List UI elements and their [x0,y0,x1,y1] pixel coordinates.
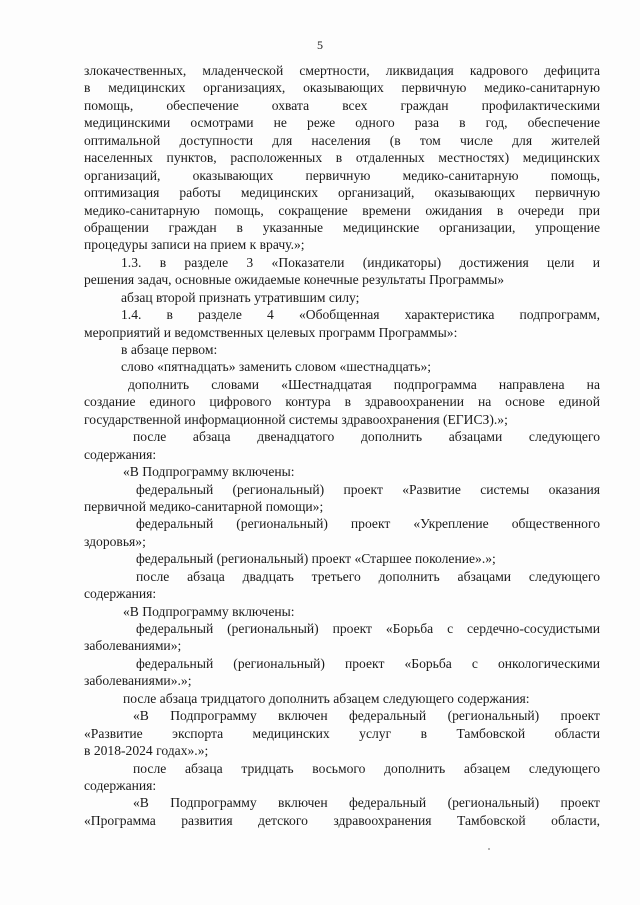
text-line: федеральный (региональный) проект «Развитие системы оказания [136,481,600,497]
text-line: после абзаца тридцатого дополнить абзацем следующего содержания: [123,690,530,706]
text-line: федеральный (региональный) проект «Старшее поколение».»; [136,551,496,567]
text-line: оптимизация работы медицинских организаций, оказывающих первичную [84,185,600,201]
text-line: процедуры записи на прием к врачу.»; [84,237,305,253]
text-line: первичной медико-санитарной помощи»; [84,498,324,514]
text-line: решения задач, основные ожидаемые конечные результаты Программы» [84,272,505,288]
text-line: 1.3. в разделе 3 «Показатели (индикаторы) достижения цели и [121,254,600,270]
text-line: содержания: [84,586,157,602]
text-line: после абзаца тридцать восьмого дополнить абзацем следующего [133,760,600,776]
text-line: после абзаца двадцать третьего дополнить абзацами следующего [136,568,600,584]
text-line: медико-санитарную помощь, сокращение времени ожидания в очереди при [84,202,600,218]
text-line: слово «пятнадцать» заменить словом «шестнадцать»; [121,359,432,375]
text-line: дополнить словами «Шестнадцатая подпрограмма направлена на [128,376,600,392]
page-number: 5 [317,38,323,52]
text-line: после абзаца двенадцатого дополнить абзацами следующего [133,429,600,445]
text-line: организаций, оказывающих первичную медико-санитарную помощь, [84,167,600,183]
text-line: «В Подпрограмму включен федеральный (региональный) проект [133,795,600,811]
text-line: «В Подпрограмму включены: [123,464,295,480]
text-line: 1.4. в разделе 4 «Обобщенная характеристика подпрограмм, [121,307,600,323]
text-line: заболеваниями»; [84,638,182,654]
text-line: в абзаце первом: [121,342,218,357]
text-line: содержания: [84,446,157,462]
text-line: федеральный (региональный) проект «Укрепление общественного [136,516,600,532]
text-line: медицинскими осмотрами не реже одного раза в год, обеспечение [84,115,600,131]
text-line: «В Подпрограмму включены: [123,603,295,619]
text-line: помощь, обеспечение охвата всех граждан профилактическими [84,97,600,113]
text-line: «Программа развития детского здравоохранения Тамбовской области, [84,812,600,828]
text-line: злокачественных, младенческой смертности, ликвидация кадрового дефицита [84,63,600,78]
text-line: абзац второй признать утратившим силу; [121,289,360,305]
text-line: мероприятий и ведомственных целевых программ Программы»: [84,324,458,340]
text-line: федеральный (региональный) проект «Борьба с онкологическими [136,655,600,671]
text-line: здоровья»; [84,533,146,549]
text-line: населенных пунктов, расположенных в отдаленных местностях) медицинских [84,150,600,166]
text-line: «Развитие экспорта медицинских услуг в Тамбовской области [84,725,600,741]
text-line: содержания: [84,777,157,793]
text-line: создание единого цифрового контура в здравоохранении на основе единой [84,394,600,410]
text-line: обращении граждан в указанные медицинские организации, упрощение [84,219,600,235]
text-line: в 2018-2024 годах».»; [84,743,209,759]
text-line: в медицинских организациях, оказывающих первичную медико-санитарную [84,80,600,96]
document-body [84,62,600,829]
text-line: федеральный (региональный) проект «Борьба с сердечно-сосудистыми [136,621,600,636]
text-line: государственной информационной системы здравоохранения (ЕГИСЗ).»; [84,411,508,427]
text-line: заболеваниями».»; [84,673,192,689]
text-line: оптимальной доступности для населения (в том числе для жителей [84,132,600,148]
scan-speck [488,848,490,850]
text-line: «В Подпрограмму включен федеральный (региональный) проект [133,708,600,724]
